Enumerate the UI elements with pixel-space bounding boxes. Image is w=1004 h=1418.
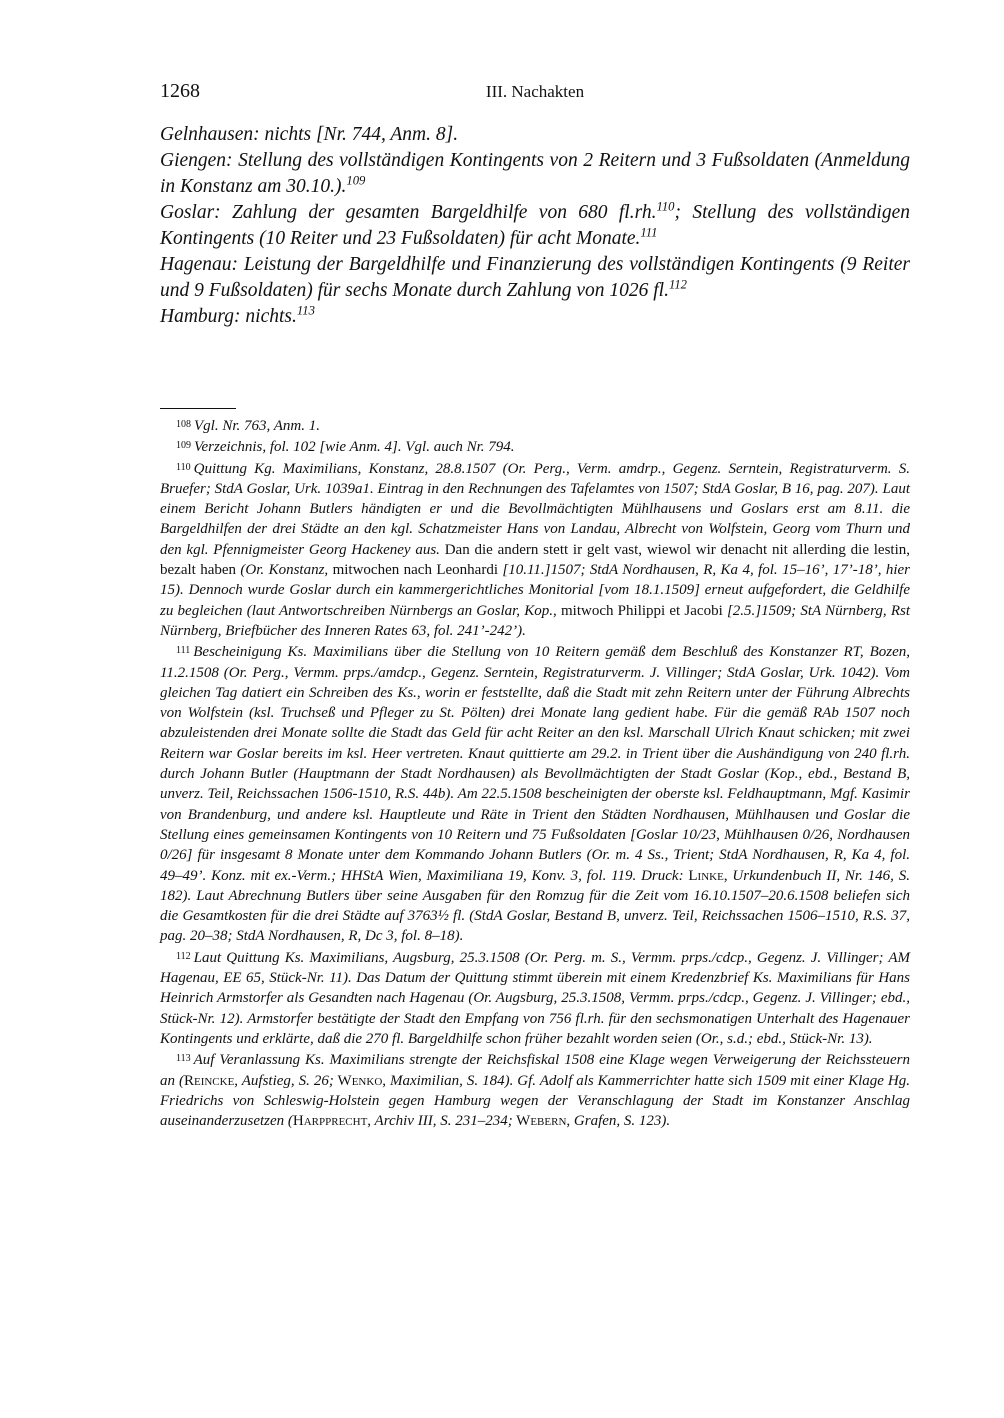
page-header xyxy=(160,78,910,106)
entry-goslar: Goslar: Zahlung der gesamten Bargeldhilfe von 680 fl.rh.$^{110}$; Stellung des vollständigen Kontingents (10 Reiter und 23 Fußsoldaten) für acht Monate.$^{111}$ xyxy=(160,199,911,249)
author-name: Webern, xyxy=(512,1113,571,1130)
footnote-112: $^{112}$ Laut Quittung Ks. Maximilians, Augsburg, 25.3.1508 (Or. Perg. m. S., Vermm. prps./cdcp., Gegenz. J. Villinger; AM Hagenau, EE 65, Stück-Nr. 11). Das Datum der Quittung stimmt überein mit einem Kredenzbrief Ks. Maximilians für Hans Heinrich Armstorfer als Gesandten nach Hagenau (Or. Augsburg, 25.3.1508, Vermm. prps./cdcp., Gegenz. J. Villinger; ebd., Stück-Nr. 12). Armstorfer bestätigte der Stadt den Empfang von 756 fl.rh. für den sechsmonatigen Unterhalt des Hagenauer Kontingents und erklärte, daß die 270 fl. Bargeldhilfe schon früher bezahlt worden seien (Or., s.d.; ebd., Stück-Nr. 13). xyxy=(160,949,910,1047)
footnote-number: 109 xyxy=(176,440,191,452)
footnote-number: 110 xyxy=(176,461,191,473)
author-name: Reincke, xyxy=(183,1072,239,1089)
footnote-113: $^{113}$ Auf Veranlassung Ks. Maximilians strengte der Reichsfiskal 1508 eine Klage wegen Verweigerung der Reichssteuern an (Reincke, Aufstieg, S. 26; Wenko, Maximilian, S. 184). Gf. Adolf als Kammerrichter hatte sich 1509 mit einer Klage Hg. Friedrichs von Schleswig-Holstein gegen Hamburg wegen der Veranschlagung der Stadt im Konstanzer Anschlag auseinanderzusetzen (Harpprecht, Archiv III, S. 231–234; Webern, Grafen, S. 123). xyxy=(160,1052,910,1130)
footnote-108: $^{108}$ Vgl. Nr. 763, Anm. 1. xyxy=(176,418,320,434)
footnote-number: 111 xyxy=(176,645,191,657)
entry-hamburg: Hamburg: nichts.$^{113}$ xyxy=(160,303,315,327)
entry-hagenau: Hagenau: Leistung der Bargeldhilfe und Finanzierung des vollständigen Kontingents (9 Reiter und 9 Fußsoldaten) für sechs Monate durch Zahlung von 1026 fl.$^{112}$ xyxy=(160,254,910,301)
city-entries xyxy=(160,122,910,330)
footnote-divider xyxy=(160,408,236,409)
author-name: Linke, xyxy=(683,867,728,884)
quoted-date-text: mitwochen nach Leonhardi xyxy=(328,562,498,579)
quoted-source-text: Dan die andern stett ir gelt vast, wiewol wir denacht nit allerding die lestin, bezalt haben xyxy=(160,541,910,579)
footnote-111: $^{111}$ Bescheinigung Ks. Maximilians über die Stellung von 10 Reitern gemäß dem Beschluß des Konstanzer RT, Bozen, 11.2.1508 (Or. Perg., Vermm. prps./amdcp., Gegenz. Serntein, Registraturverm. J. Villinger; StdA Goslar, Urk. 1042). Vom gleichen Tag datiert ein Schreiben des Ks., worin er feststellte, daß die Stadt mit zehn Reitern unter der Führung Albrechts von Wolfstein (ksl. Truchseß und Pfleger zu St. Pölten) drei Monate lang gedient habe. Für die gemäß RAb 1507 noch abzuleistenden drei Monate sollte die Stadt das Geld für acht Reiter an den ksl. Marschall Ulrich Knaut schicken; mit zwei Reitern war Goslar bereits im ksl. Heer vertreten. Knaut quittierte am 29.2. in Trient über die Aushändigung von 240 fl.rh. durch Johann Butler (Hauptmann der Stadt Nordhausen) als Bevollmächtigten der Stadt Goslar (Kop., ebd., Bestand B, unverz. Teil, Reichssachen 1506-1510, R.S. 44b). Am 22.5.1508 bescheinigten der oberste ksl. Feldhauptmann, Mgf. Kasimir von Brandenburg, und andere ksl. Hauptleute und Räte in Trient den Städten Nordhausen, Mühlhausen und Goslar die Stellung eines gemeinsamen Kontingents von 10 Reitern und 75 Fußsoldaten [Goslar 10/23, Mühlhausen 0/26, Nordhausen 0/26] für insgesamt 8 Monate unter dem Kommando Johann Butlers (Or. m. 4 Ss., Trient; StdA Nordhausen, R, Ka 4, fol. 49–49’. Konz. mit ex.-Verm.; HHStA Wien, Maximiliana 19, Konv. 3, fol. 119. Druck: Linke, Urkundenbuch II, Nr. 146, S. 182). Laut Abrechnung Butlers über seine Ausgaben für den Romzug für die Zeit vom 16.10.1507–20.6.1508 beliefen sich die Gesamtkosten für die drei Städte auf 3763½ fl. (StdA Goslar, Bestand B, unverz. Teil, Reichssachen 1506–1510, R.S. 37, pag. 20–38; StdA Nordhausen, R, Dc 3, fol. 8–18). xyxy=(160,644,910,945)
footnote-110: $^{110}$ Quittung Kg. Maximilians, Konstanz, 28.8.1507 (Or. Perg., Verm. amdrp., Gegenz. Serntein, Registraturverm. S. Bruefer; StdA Goslar, Urk. 1039a1. Eintrag in den Rechnungen des Tafelamtes von 1507; StdA Goslar, B 16, pag. 207). Laut einem Bericht Johann Butlers händigten er und die Bevollmächtigten Mühlhausens und Goslars erst am 8.11. die Bargeldhilfen der drei Städte an den kgl. Schatzmeister Hans von Landau, Albrecht von Wolfstein, Georg vom Thurn und den kgl. Pfennigmeister Georg Hackeney aus. Dan die andern stett ir gelt vast, wiewol wir denacht nit allerding die lestin, bezalt haben (Or. Konstanz, mitwochen nach Leonhardi [10.11.]1507; StdA Nordhausen, R, Ka 4, fol. 15–16’, 17’-18’, hier 15). Dennoch wurde Goslar durch ein kammergerichtliches Monitorial [vom 18.1.1509] erneut aufgefordert, die Geldhilfe zu begleichen (laut Antwortschreiben Nürnbergs an Goslar, Kop., mitwoch Philippi et Jacobi [2.5.]1509; StA Nürnberg, Rst Nürnberg, Briefbücher des Inneren Rates 63, fol. 241’-242’). xyxy=(160,460,911,639)
footnote-ref[interactable]: 111 xyxy=(640,225,658,240)
footnote-number: 112 xyxy=(176,950,191,962)
quoted-date-text: mitwoch Philippi et Jacobi xyxy=(556,602,723,619)
footnote-number: 108 xyxy=(176,419,191,430)
footnote-109: $^{109}$ Verzeichnis, fol. 102 [wie Anm. 4]. Vgl. auch Nr. 794. xyxy=(176,439,515,456)
entry-giengen: Giengen: Stellung des vollständigen Kontingents von 2 Reitern und 3 Fußsoldaten (Anmeldung in Konstanz am 30.10.).$^{109}$ xyxy=(160,150,910,197)
footnote-ref[interactable]: 109 xyxy=(346,173,366,188)
running-title: III. Nachakten xyxy=(485,82,585,101)
document-page xyxy=(160,78,910,1131)
author-name: Wenko, xyxy=(333,1072,387,1089)
page-number: 1268 xyxy=(160,80,200,102)
footnote-ref[interactable]: 113 xyxy=(296,303,315,318)
footnote-ref[interactable]: 110 xyxy=(656,199,675,214)
entry-gelnhausen: Gelnhausen: nichts [Nr. 744, Anm. 8]. xyxy=(160,124,459,145)
footnote-ref[interactable]: 112 xyxy=(668,277,687,292)
footnotes xyxy=(160,415,910,1131)
author-name: Harpprecht, xyxy=(292,1113,372,1130)
footnote-number: 113 xyxy=(176,1053,191,1065)
